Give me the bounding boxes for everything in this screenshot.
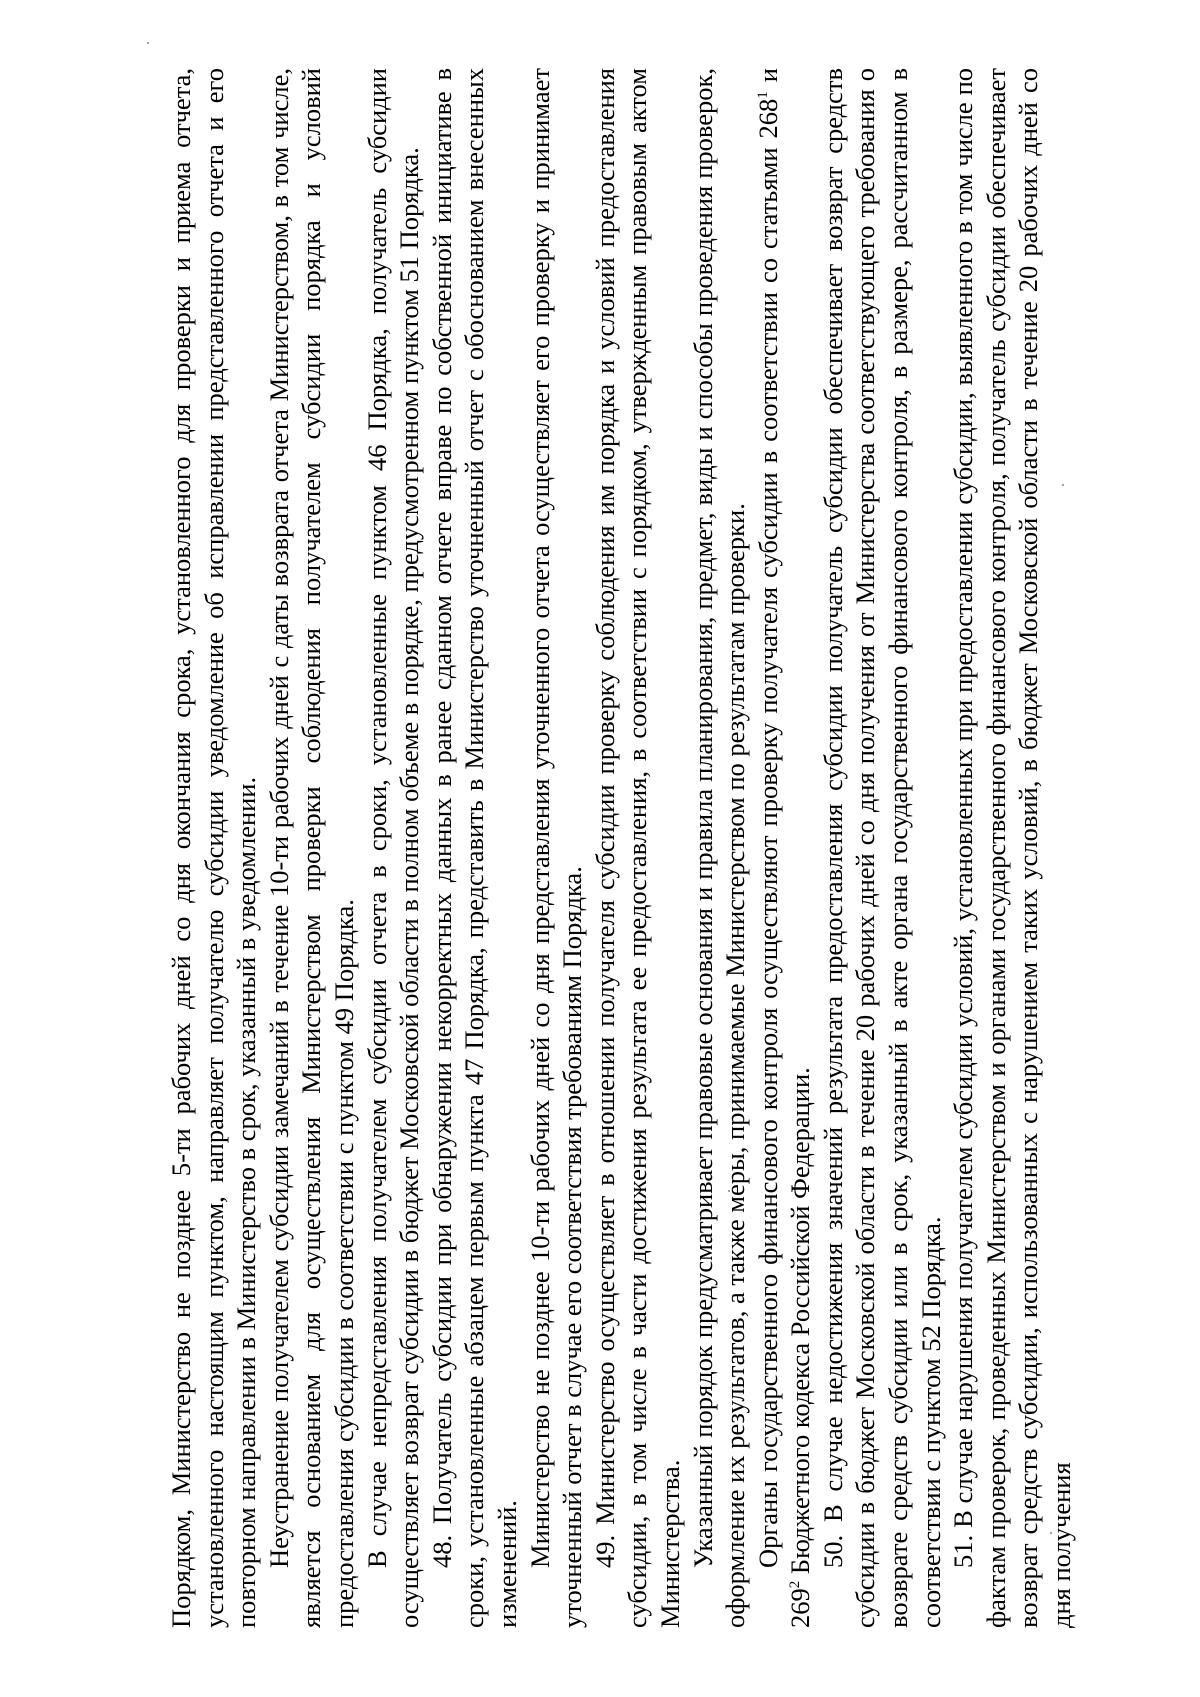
paragraph: Указанный порядок предусматривает правовые основания и правила планирования, предмет, виды и способы проведения проверок, оформление их результатов, а также меры, принимаемые Министерством по результатам проверки. — [687, 68, 751, 1628]
paragraph-budget-code — [752, 68, 817, 1628]
paragraph: Неустранение получателем субсидии замечаний в течение 10-ти рабочих дней с даты возврата отчета Министерством, в том числе, является основанием для осуществления Министерством проверки соблюдения получателем субсидии порядка и условий предоставления субсидии в соответствии с пунктом 49 Порядка. — [263, 68, 359, 1628]
text-fragment: Органы государственного финансового контроля осуществляют проверку получателя субсидии в соответствии со статьями 268 — [752, 98, 783, 1568]
paragraph: В случае непредставления получателем субсидии отчета в сроки, установленные пунктом 46 Порядка, получатель субсидии осуществляет возврат субсидии в бюджет Московской области в полном объеме в порядке, предусмотренном пунктом 51 Порядка. — [361, 68, 425, 1628]
text-fragment: Бюджетного кодекса Российской Федерации. — [785, 1067, 816, 1581]
scan-speck — [147, 42, 149, 44]
paragraph-item-49: 49. Министерство осуществляет в отношении получателя субсидии проверку соблюдения им порядка и условий предоставления субсидии, в том числе в части достижения результата ее предоставления, в соответствии с порядком, утвержденным правовым актом Министерства. — [589, 68, 685, 1628]
paragraph-item-51: 51. В случае нарушения получателем субсидии условий, установленных при предоставлении субсидии, выявленного в том числе по фактам проверок, проведенных Министерством и органами государственного финансового контроля, получатель субсидии обеспечивает возврат средств субсидии, использованных с нарушением таких условий, в бюджет Московской области в течение 20 рабочих дней со дня получения — [948, 68, 1077, 1628]
paragraph: Министерство не позднее 10-ти рабочих дней со дня представления уточненного отчета осуществляет его проверку и принимает уточненный отчет в случае его соответствия требованиям Порядка. — [524, 68, 588, 1628]
paragraph: Порядком, Министерство не позднее 5-ти рабочих дней со дня окончания срока, установленного для проверки и приема отчета, установленного настоящим пунктом, направляет получателю субсидии уведомление об исправлении представленного отчета и его повторном направлении в Министерство в срок, указанный в уведомлении. — [166, 68, 262, 1628]
text-fragment: и 269 — [752, 68, 816, 1628]
paragraph-item-48: 48. Получатель субсидии при обнаружении некорректных данных в ранее сданном отчете вправе по собственной инициативе в сроки, установленные абзацем первым пункта 47 Порядка, представить в Министерство уточненный отчет с обоснованием внесенных изменений. — [426, 68, 522, 1628]
superscript: 2 — [787, 1580, 804, 1589]
rotated-text-block — [165, 68, 1077, 1628]
superscript: 1 — [754, 91, 771, 99]
paragraph-item-50: 50. В случае недостижения значений результата предоставления субсидии получатель субсидии обеспечивает возврат средств субсидии в бюджет Московской области в течение 20 рабочих дней со дня получения от Министерства соответствующего требования о возврате средств субсидии или в срок, указанный в акте органа государственного финансового контроля, в размере, рассчитанном в соответствии с пунктом 52 Порядка. — [817, 68, 946, 1628]
